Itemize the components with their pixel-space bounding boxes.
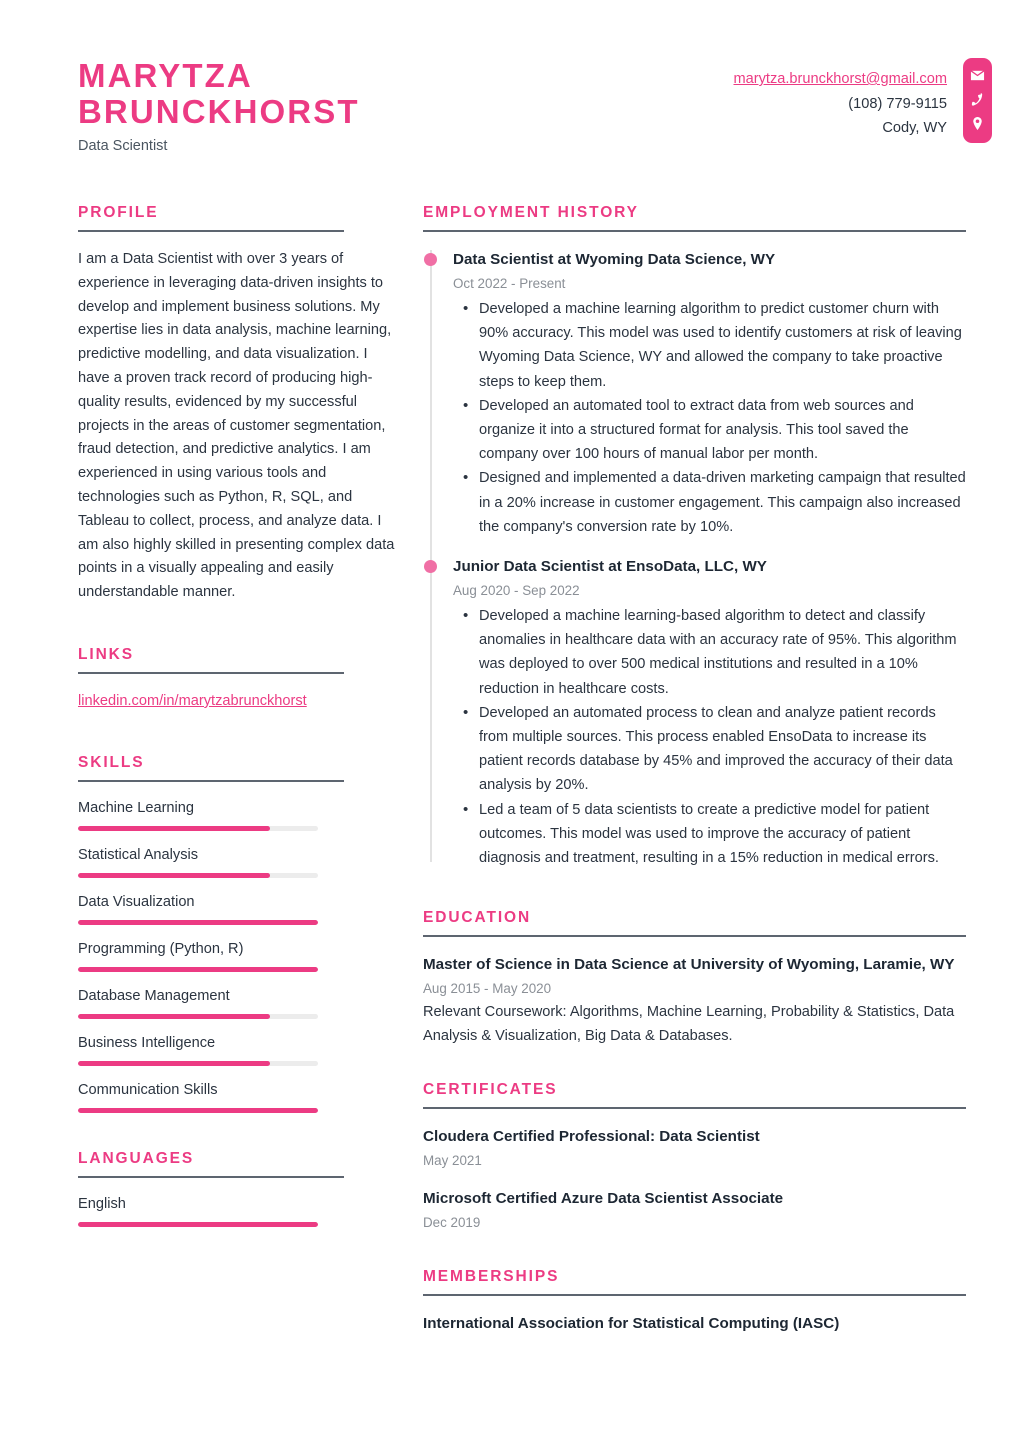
certificate-item (423, 1187, 966, 1233)
timeline-dot-icon (424, 560, 437, 573)
skill-item (78, 1033, 396, 1066)
language-level-track (78, 1222, 318, 1227)
skill-level-track (78, 1014, 318, 1019)
section-divider (423, 1294, 966, 1296)
link-item[interactable]: linkedin.com/in/marytzabrunckhorst (78, 692, 307, 709)
contact-icon-bar (963, 58, 992, 143)
education-description: Relevant Coursework: Algorithms, Machine Learning, Probability & Statistics, Data Analysis & Visualization, Big Data & Databases. (423, 1004, 955, 1045)
language-item (78, 1194, 396, 1227)
section-education (423, 908, 966, 1048)
contact-email-link[interactable]: marytza.brunckhorst@gmail.com (733, 71, 947, 87)
candidate-name-line-2: BRUNCKHORST (78, 93, 360, 130)
profile-summary-text: I am a Data Scientist with over 3 years of experience in leveraging data-driven insights to develop and implement business solutions. My expertise lies in data analysis, machine learning, predictive modelling, and data visualization. I have a proven track record of producing high-quality results, evidenced by my successful projects in the areas of customer segmentation, fraud detection, and predictive analytics. I am experienced in using various tools and technologies such as Python, R, SQL, and Tableau to collect, process, and analyze data. I am also highly skilled in presenting complex data points in a visually appealing and easily understandable manner. (78, 251, 395, 601)
location-pin-icon (970, 116, 985, 131)
header-identity (0, 58, 360, 155)
skill-label: Business Intelligence (78, 1034, 216, 1051)
skill-label: Statistical Analysis (78, 846, 199, 863)
section-title-skills: SKILLS (78, 753, 145, 771)
section-title-education: EDUCATION (423, 909, 532, 927)
employment-date: Aug 2020 - Sep 2022 (453, 583, 580, 599)
resume-body (0, 155, 1024, 1335)
header-contact (733, 58, 1024, 143)
education-title: Master of Science in Data Science at University of Wyoming, Laramie, WY (423, 956, 955, 974)
contact-location: Cody, WY (882, 120, 947, 136)
language-level-fill (78, 1222, 318, 1227)
languages-list (78, 1194, 396, 1227)
certificate-title: Microsoft Certified Azure Data Scientist Associate (423, 1190, 784, 1208)
section-title-certificates: CERTIFICATES (423, 1081, 558, 1099)
section-divider (78, 672, 344, 674)
membership-item (423, 1312, 966, 1335)
candidate-job-title: Data Scientist (78, 138, 168, 154)
skill-level-track (78, 826, 318, 831)
membership-title: International Association for Statistical Computing (IASC) (423, 1315, 840, 1333)
skill-item (78, 845, 396, 878)
section-divider (78, 1176, 344, 1178)
section-languages (78, 1149, 396, 1227)
timeline-dot-icon (424, 253, 437, 266)
skill-item (78, 1080, 396, 1113)
skill-item (78, 892, 396, 925)
skill-item (78, 798, 396, 831)
skill-level-fill (78, 873, 270, 878)
skill-label: Database Management (78, 987, 230, 1004)
section-divider (423, 935, 966, 937)
employment-title: Junior Data Scientist at EnsoData, LLC, WY (453, 558, 767, 576)
certificate-title: Cloudera Certified Professional: Data Scientist (423, 1128, 760, 1146)
skill-level-fill (78, 1108, 318, 1113)
skill-item (78, 939, 396, 972)
education-date: Aug 2015 - May 2020 (423, 981, 552, 997)
section-memberships (423, 1267, 966, 1335)
skill-level-fill (78, 1061, 270, 1066)
section-divider (423, 1107, 966, 1109)
skill-level-fill (78, 826, 270, 831)
skills-list (78, 798, 396, 1113)
employment-bullets (453, 604, 966, 870)
employment-timeline (423, 248, 966, 870)
employment-bullet: • Led a team of 5 data scientists to create a predictive model for patient outcomes. This model was used to improve the accuracy of patient diagnosis and treatment, resulting in a 15% reduction in medical errors. (479, 798, 966, 871)
certificate-item (423, 1125, 966, 1171)
skill-level-track (78, 1061, 318, 1066)
section-skills (78, 753, 396, 1113)
employment-item (453, 555, 966, 870)
skill-level-fill (78, 920, 318, 925)
employment-bullet: • Developed an automated tool to extract data from web sources and organize it into a structured format for analysis. This tool saved the company over 100 hours of manual labor per month. (479, 394, 966, 467)
section-certificates (423, 1080, 966, 1233)
envelope-icon (970, 68, 985, 83)
skill-level-track (78, 967, 318, 972)
language-label: English (78, 1195, 126, 1212)
phone-icon (970, 92, 985, 107)
employment-date: Oct 2022 - Present (453, 276, 566, 291)
employment-bullet: • Developed a machine learning-based algorithm to detect and classify anomalies in healthcare data with an accuracy rate of 95%. This algorithm was deployed to over 500 medical institutions and resulted in a 10% reduction in healthcare costs. (479, 604, 966, 701)
employment-title: Data Scientist at Wyoming Data Science, WY (453, 251, 776, 268)
contact-phone: (108) 779-9115 (848, 95, 947, 112)
skill-label: Data Visualization (78, 893, 195, 910)
skill-level-fill (78, 967, 318, 972)
section-title-memberships: MEMBERSHIPS (423, 1268, 560, 1286)
skill-item (78, 986, 396, 1019)
contact-email-row (733, 67, 947, 92)
employment-bullets (453, 297, 966, 539)
certificate-date: Dec 2019 (423, 1215, 481, 1231)
links-list (78, 690, 396, 712)
contact-details (733, 58, 963, 141)
certificate-date: May 2021 (423, 1153, 482, 1169)
employment-item (453, 248, 966, 539)
section-employment-history (423, 203, 966, 870)
skill-level-track (78, 920, 318, 925)
sidebar-column (78, 203, 396, 1335)
section-title-links: LINKS (78, 645, 134, 663)
section-profile (78, 203, 396, 605)
skill-label: Machine Learning (78, 799, 195, 816)
section-title-languages: LANGUAGES (78, 1149, 195, 1167)
education-item (423, 953, 966, 1048)
section-divider (423, 230, 966, 232)
skill-level-track (78, 1108, 318, 1113)
section-title-employment: EMPLOYMENT HISTORY (423, 204, 639, 221)
resume-header (0, 0, 1024, 155)
skill-level-track (78, 873, 318, 878)
section-divider (78, 230, 344, 232)
employment-bullet: • Developed an automated process to clean and analyze patient records from multiple sources. This process enabled EnsoData to increase its patient records database by 45% and improved the accuracy of their data analysis by 20%. (479, 701, 966, 798)
main-column (396, 203, 1024, 1335)
skill-label: Communication Skills (78, 1081, 218, 1098)
section-divider (78, 780, 344, 782)
skill-label: Programming (Python, R) (78, 940, 244, 957)
employment-bullet: • Designed and implemented a data-driven marketing campaign that resulted in a 20% increase in customer engagement. This campaign also increased the company's conversion rate by 10%. (479, 466, 966, 539)
section-title-profile: PROFILE (78, 204, 159, 221)
candidate-name-line-1: MARYTZA (78, 57, 253, 94)
skill-level-fill (78, 1014, 270, 1019)
section-links (78, 645, 396, 712)
employment-bullet: • Developed a machine learning algorithm to predict customer churn with 90% accuracy. This model was used to identify customers at risk of leaving Wyoming Data Science, WY and allowed the company to take proactive steps to keep them. (479, 297, 966, 394)
